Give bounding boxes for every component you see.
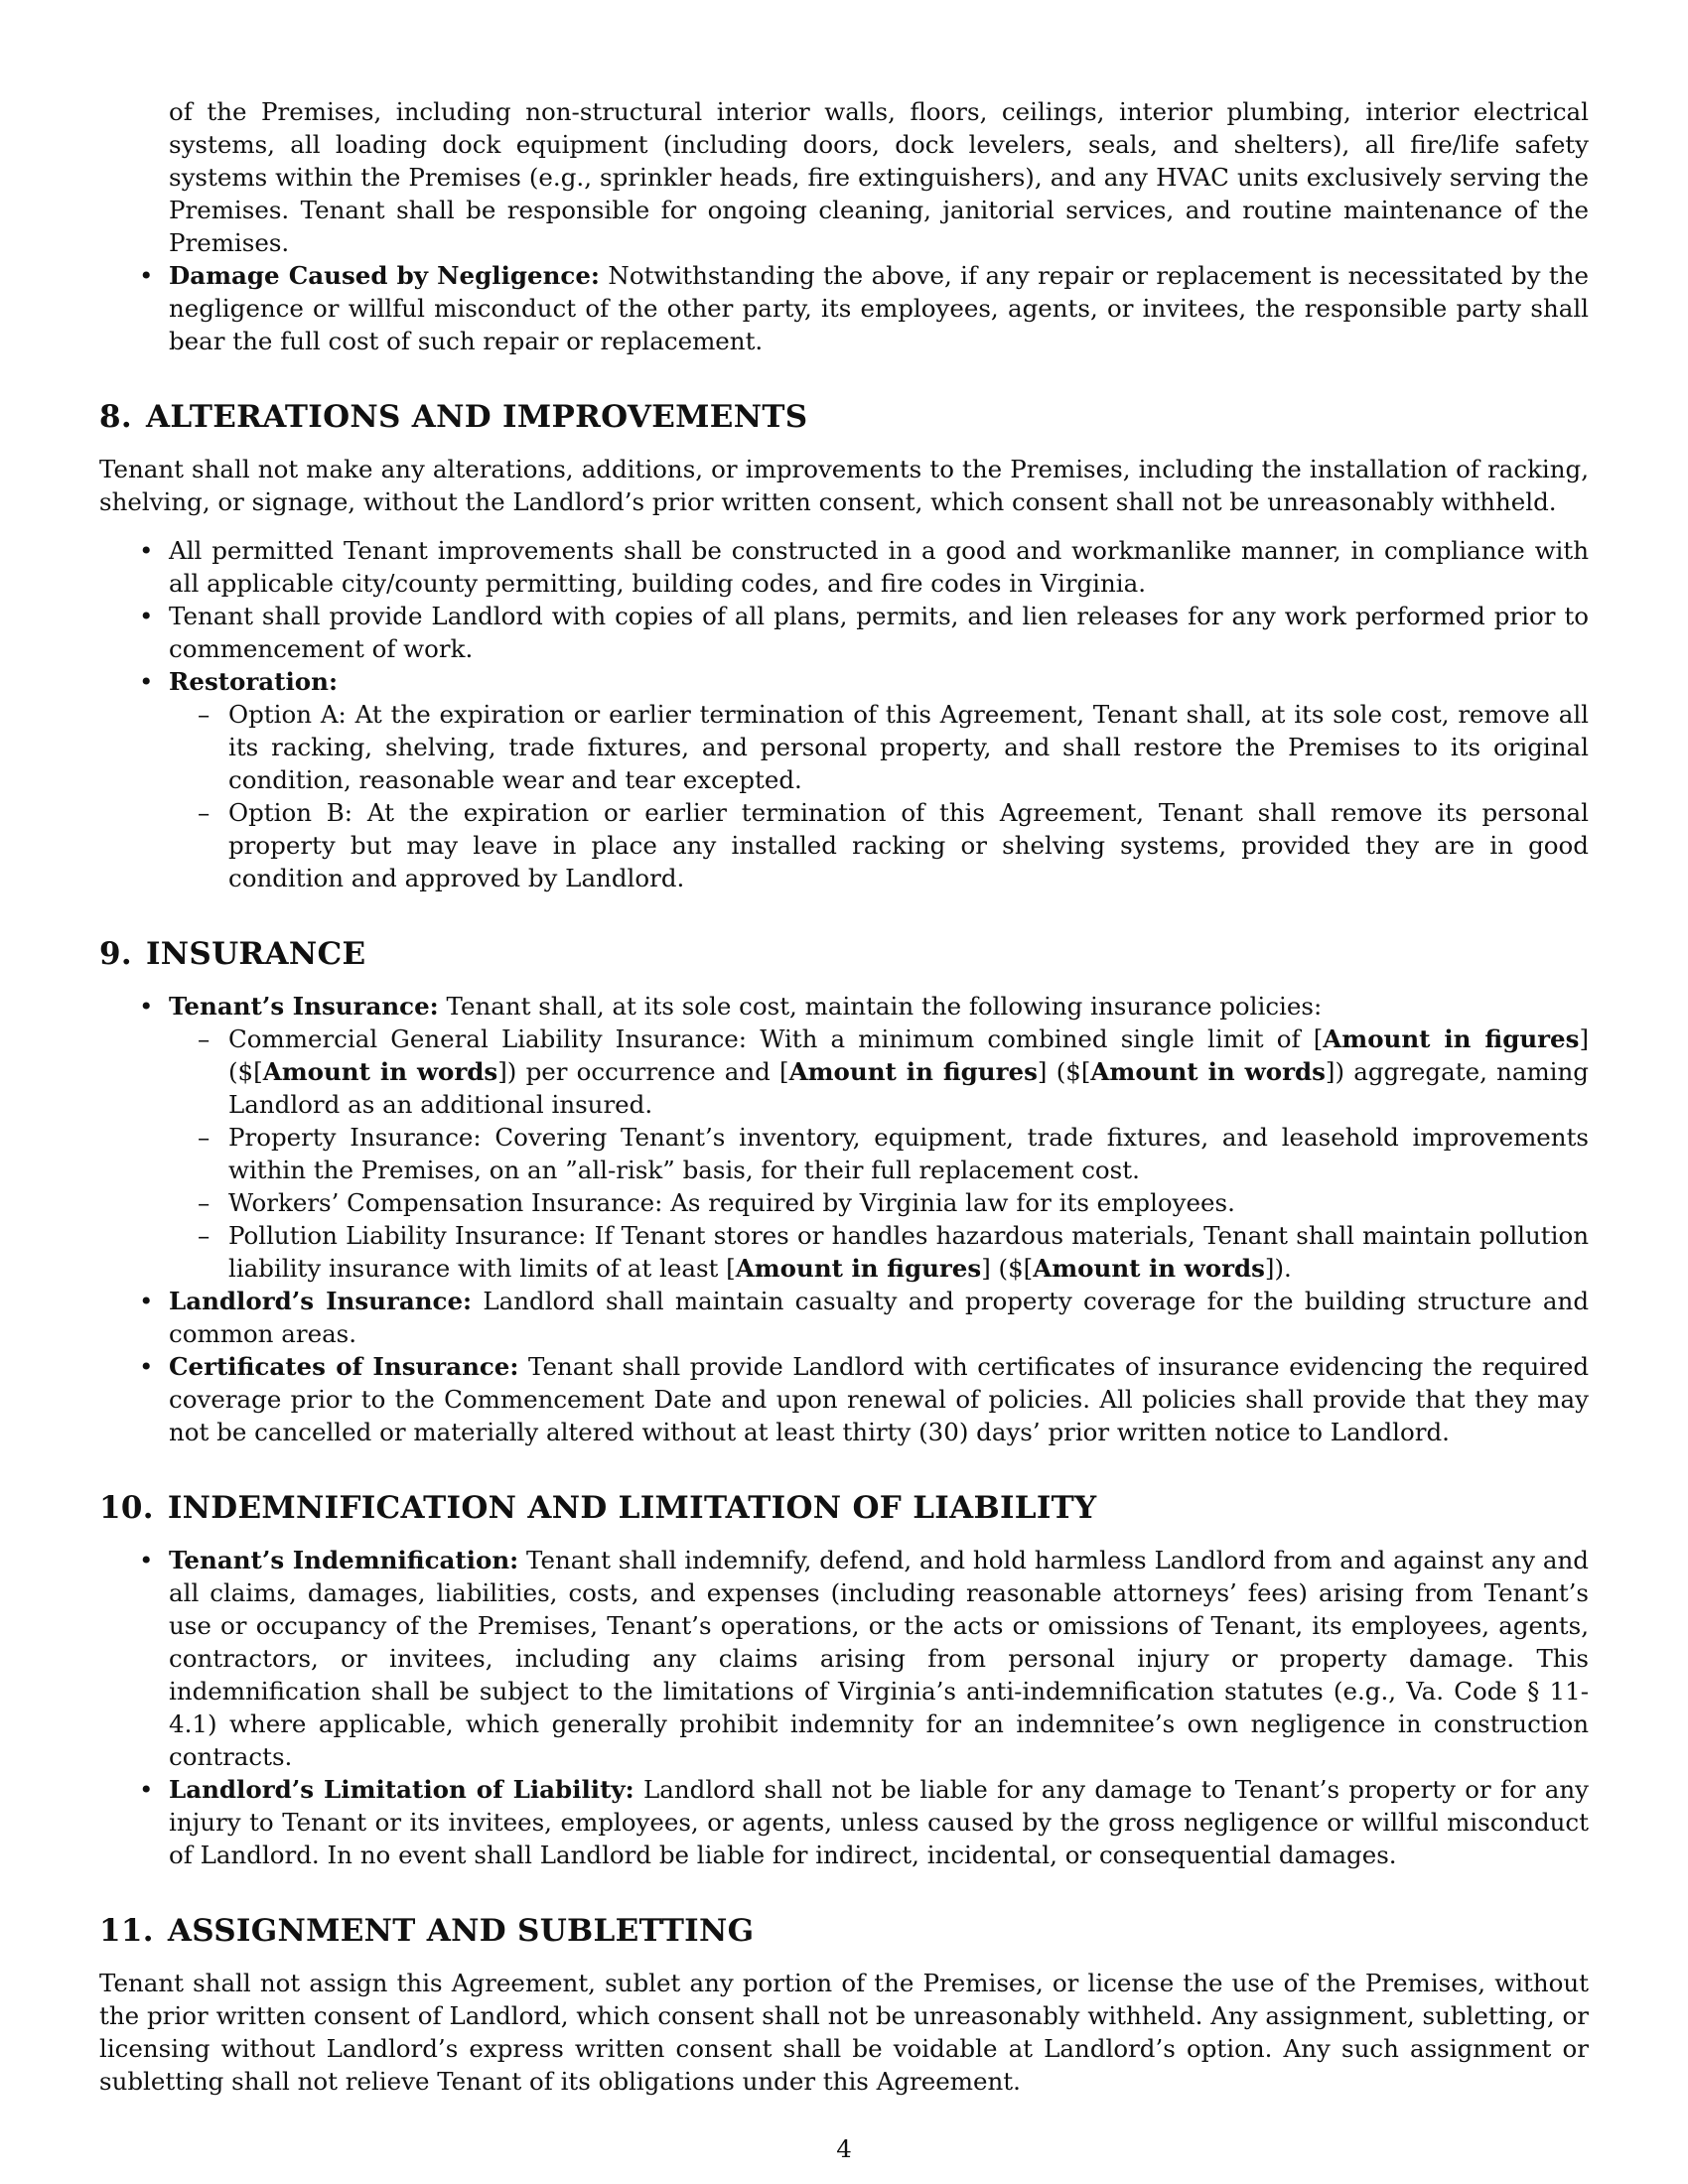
restoration-label: Restoration: [169,667,339,696]
text-run: ]) aggregate, naming Landlord as an additional insured. [228,1057,1589,1119]
bullet-label: Damage Caused by Negligence: [169,261,600,290]
page-number: 4 [836,2134,852,2163]
section-title: INSURANCE [145,936,366,972]
placeholder-amount: Amount in figures [1323,1024,1580,1053]
section-title: INDEMNIFICATION AND LIMITATION OF LIABILITY [167,1490,1097,1526]
list-item: – Option B: At the expiration or earlier termination of this Agreement, Tenant shall remove its personal property but may leave in place any installed racking or shelving systems, provided they are in good condition and approved by Landlord. [228,796,1589,894]
text-run: ] ($[ [981,1254,1034,1283]
section-number: 9. [99,936,132,972]
section-heading-8 [99,397,1589,437]
bullet-label: Landlord’s Limitation of Liability: [169,1775,634,1804]
section-9-bullet-list [99,990,1589,1448]
bullet-text: Tenant shall indemnify, defend, and hold harmless Landlord from and against any and all claims, damages, liabilities, costs, and expenses (including reasonable attorneys’ fees) arising from Tenant’s use or occupancy of the Premises, Tenant’s operations, or the acts or omissions of Tenant, its employees, agents, contractors, or invitees, including any claims arising from personal injury or property damage. This indemnification shall be subject to the limitations of Virginia’s anti-indemnification statutes (e.g., Va. Code § 11-4.1) where applicable, which generally prohibit indemnity for an indemnitee’s own negligence in construction contracts. [169,1546,1589,1771]
bullet-label: Tenant’s Insurance: [169,992,439,1021]
section-number: 10. [99,1490,154,1526]
section-title: ALTERATIONS AND IMPROVEMENTS [145,399,808,435]
bullet-text: Notwithstanding the above, if any repair or replacement is necessitated by the negligence or willful misconduct of the other party, its employees, agents, or invitees, the responsible party shall bear the full cost of such repair or replacement. [169,261,1589,355]
section-11-paragraph: Tenant shall not assign this Agreement, sublet any portion of the Premises, or license the use of the Premises, without the prior written consent of Landlord, which consent shall not be unreasonably withheld. Any assignment, subletting, or licensing without Landlord’s express written consent shall be voidable at Landlord’s option. Any such assignment or subletting shall not relieve Tenant of its obligations under this Agreement. [99,1969,1589,2096]
list-item: – Option A: At the expiration or earlier termination of this Agreement, Tenant shall, at its sole cost, remove all its racking, shelving, trade fixtures, and personal property, and shall restore the Premises to its original condition, reasonable wear and tear excepted. [228,698,1589,796]
list-item: – Workers’ Compensation Insurance: As required by Virginia law for its employees. [228,1186,1589,1219]
bullet-label: Certificates of Insurance: [169,1352,519,1381]
list-item [228,1023,1589,1121]
section-heading-9 [99,934,1589,974]
text-run: ]) per occurrence and [ [497,1057,789,1086]
list-item [228,1219,1589,1285]
list-item [169,1285,1589,1350]
placeholder-amount: Amount in words [1090,1057,1326,1086]
section-heading-11 [99,1911,1589,1951]
section-8-bullet-list [99,534,1589,894]
continuation-paragraph: of the Premises, including non-structural interior walls, floors, ceilings, interior plumbing, interior electrical systems, all loading dock equipment (including doors, dock levelers, seals, and shelters), all fire/life safety systems within the Premises (e.g., sprinkler heads, fire extinguishers), and any HVAC units exclusively serving the Premises. Tenant shall be responsible for ongoing cleaning, janitorial services, and routine maintenance of the Premises. [169,97,1589,257]
text-run: ] ($[ [1037,1057,1091,1086]
section-number: 8. [99,399,132,435]
text-run: Commercial General Liability Insurance: With a minimum combined single limit of [ [228,1024,1324,1053]
list-item: • All permitted Tenant improvements shall be constructed in a good and workmanlike manner, in compliance with all applicable city/county permitting, building codes, and fire codes in Virginia. [169,534,1589,600]
text-run: Pollution Liability Insurance: If Tenant stores or handles hazardous materials, Tenant shall maintain pollution liability insurance with limits of at least [ [228,1221,1589,1283]
text-run: ]). [1264,1254,1292,1283]
restoration-options-list [169,698,1589,894]
placeholder-amount: Amount in words [1033,1254,1265,1283]
bullet-label: Landlord’s Insurance: [169,1287,473,1315]
section-heading-10 [99,1488,1589,1528]
list-item [169,1544,1589,1773]
maintenance-bullet-list [99,259,1589,357]
list-item [169,259,1589,357]
section-number: 11. [99,1913,154,1949]
list-item [169,1350,1589,1448]
text-run: ] ($[ [228,1024,1589,1086]
placeholder-amount: Amount in figures [735,1254,982,1283]
list-item [169,665,1589,894]
list-item: – Property Insurance: Covering Tenant’s inventory, equipment, trade fixtures, and leasehold improvements within the Premises, on an ”all-risk” basis, for their full replacement cost. [228,1121,1589,1186]
bullet-text: Tenant shall, at its sole cost, maintain the following insurance policies: [446,992,1323,1021]
bullet-text: Landlord shall not be liable for any damage to Tenant’s property or for any injury to Tenant or its invitees, employees, or agents, unless caused by the gross negligence or willful misconduct of Landlord. In no event shall Landlord be liable for indirect, incidental, or consequential damages. [169,1775,1589,1869]
bullet-text: Landlord shall maintain casualty and property coverage for the building structure and common areas. [169,1287,1590,1348]
placeholder-amount: Amount in figures [788,1057,1038,1086]
section-8-intro: Tenant shall not make any alterations, additions, or improvements to the Premises, including the installation of racking, shelving, or signage, without the Landlord’s prior written consent, which consent shall not be unreasonably withheld. [99,455,1589,516]
section-10-bullet-list [99,1544,1589,1871]
list-item: • Tenant shall provide Landlord with copies of all plans, permits, and lien releases for any work performed prior to commencement of work. [169,600,1589,665]
document-page [99,95,1589,2098]
placeholder-amount: Amount in words [262,1057,498,1086]
bullet-label: Tenant’s Indemnification: [169,1546,519,1574]
policy-list [169,1023,1589,1285]
list-item [169,1773,1589,1871]
section-title: ASSIGNMENT AND SUBLETTING [167,1913,755,1949]
list-item [169,990,1589,1285]
bullet-text: Tenant shall provide Landlord with certificates of insurance evidencing the required coverage prior to the Commencement Date and upon renewal of policies. All policies shall provide that they may not be cancelled or materially altered without at least thirty (30) days’ prior written notice to Landlord. [169,1352,1590,1446]
